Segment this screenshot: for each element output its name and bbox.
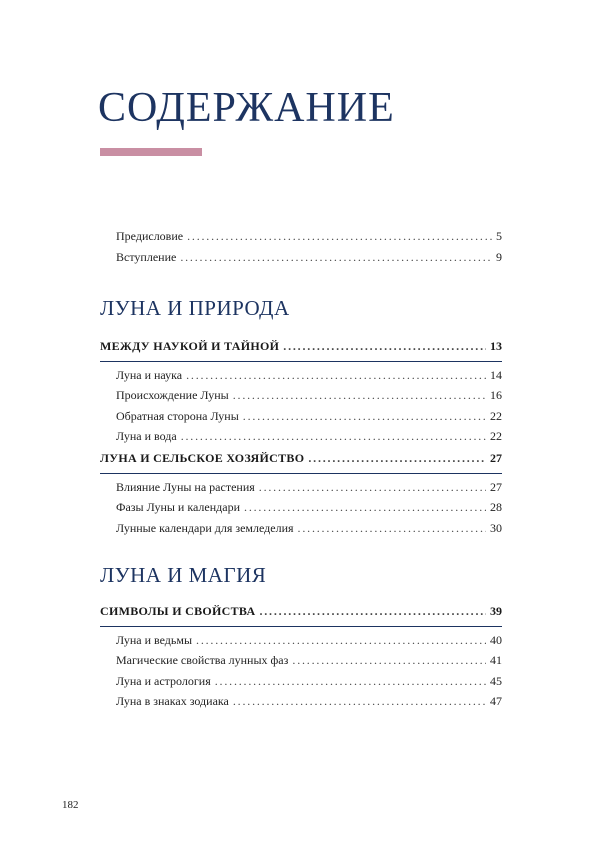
toc-entry-page: 22	[490, 408, 502, 423]
dot-leader	[259, 601, 486, 622]
toc-entry-page: 40	[490, 632, 502, 647]
dot-leader	[181, 426, 486, 447]
toc-entry[interactable]	[100, 385, 502, 406]
toc-entry[interactable]	[100, 518, 502, 539]
chapter-divider	[100, 626, 502, 627]
section-title: ЛУНА И ПРИРОДА	[100, 296, 290, 320]
chapter-heading[interactable]	[100, 336, 502, 357]
chapter-block	[100, 601, 502, 712]
toc-entry-label: Луна в знаках зодиака	[116, 694, 229, 708]
dot-leader	[244, 497, 486, 518]
toc-entry[interactable]	[100, 630, 502, 651]
dot-leader	[187, 226, 492, 247]
toc-entry[interactable]	[100, 650, 502, 671]
toc-entry[interactable]	[100, 497, 502, 518]
chapter-heading[interactable]	[100, 448, 502, 469]
toc-entry[interactable]	[100, 247, 502, 268]
chapter-page: 27	[490, 451, 502, 465]
dot-leader	[196, 630, 486, 651]
toc-entry-page: 28	[490, 500, 502, 514]
dot-leader	[308, 448, 486, 469]
toc-entry-label: Луна и наука	[116, 367, 183, 382]
toc-entry-label: Вступление	[116, 249, 177, 264]
section-title: ЛУНА И МАГИЯ	[100, 563, 267, 587]
toc-entry-label: Лунные календари для земледелия	[116, 520, 294, 535]
toc-entry-page: 5	[496, 229, 502, 243]
chapter-block	[100, 336, 502, 447]
toc-entry[interactable]	[100, 691, 502, 712]
toc-entry-label: Фазы Луны и календари	[116, 500, 241, 514]
chapter-heading[interactable]	[100, 601, 502, 622]
toc-entry-label: Влияние Луны на растения	[116, 479, 255, 494]
chapter-block	[100, 448, 502, 538]
toc-entry-label: Обратная сторона Луны	[116, 408, 239, 423]
toc-entry-label: Луна и ведьмы	[116, 632, 193, 647]
dot-leader	[292, 650, 486, 671]
toc-entry[interactable]	[100, 406, 502, 427]
dot-leader	[215, 671, 486, 692]
toc-entry-label: Предисловие	[116, 229, 184, 243]
chapter-page: 39	[490, 604, 502, 618]
intro-list	[100, 226, 502, 267]
page-number: 182	[62, 799, 79, 811]
toc-entry-page: 14	[490, 367, 502, 382]
toc-entry-page: 30	[490, 520, 502, 535]
page-title: СОДЕРЖАНИЕ	[98, 85, 395, 131]
toc-entry[interactable]	[100, 671, 502, 692]
chapter-label: СИМВОЛЫ И СВОЙСТВА	[100, 604, 256, 618]
toc-entry-page: 45	[490, 673, 502, 688]
dot-leader	[298, 518, 486, 539]
toc-entry[interactable]	[100, 226, 502, 247]
toc-entry-page: 47	[490, 694, 502, 708]
toc-entry-label: Магические свойства лунных фаз	[116, 653, 289, 667]
chapter-page: 13	[490, 339, 502, 353]
dot-leader	[186, 365, 486, 386]
toc-entry[interactable]	[100, 477, 502, 498]
chapter-divider	[100, 473, 502, 474]
chapter-divider	[100, 361, 502, 362]
toc-entry-page: 27	[490, 479, 502, 494]
accent-bar	[100, 148, 202, 156]
toc-entry-page: 9	[496, 249, 502, 264]
toc-entry[interactable]	[100, 365, 502, 386]
dot-leader	[243, 406, 486, 427]
toc-entry-label: Происхождение Луны	[116, 388, 229, 402]
toc-entry-label: Луна и астрология	[116, 673, 211, 688]
dot-leader	[283, 336, 486, 357]
dot-leader	[233, 385, 486, 406]
toc-entry-page: 41	[490, 653, 502, 667]
dot-leader	[180, 247, 492, 268]
chapter-label: МЕЖДУ НАУКОЙ И ТАЙНОЙ	[100, 339, 280, 353]
dot-leader	[259, 477, 486, 498]
dot-leader	[233, 691, 486, 712]
toc-entry-page: 16	[490, 388, 502, 402]
chapter-label: ЛУНА И СЕЛЬСКОЕ ХОЗЯЙСТВО	[100, 451, 305, 465]
toc-entry-page: 22	[490, 429, 502, 443]
toc-entry[interactable]	[100, 426, 502, 447]
toc-entry-label: Луна и вода	[116, 429, 177, 443]
